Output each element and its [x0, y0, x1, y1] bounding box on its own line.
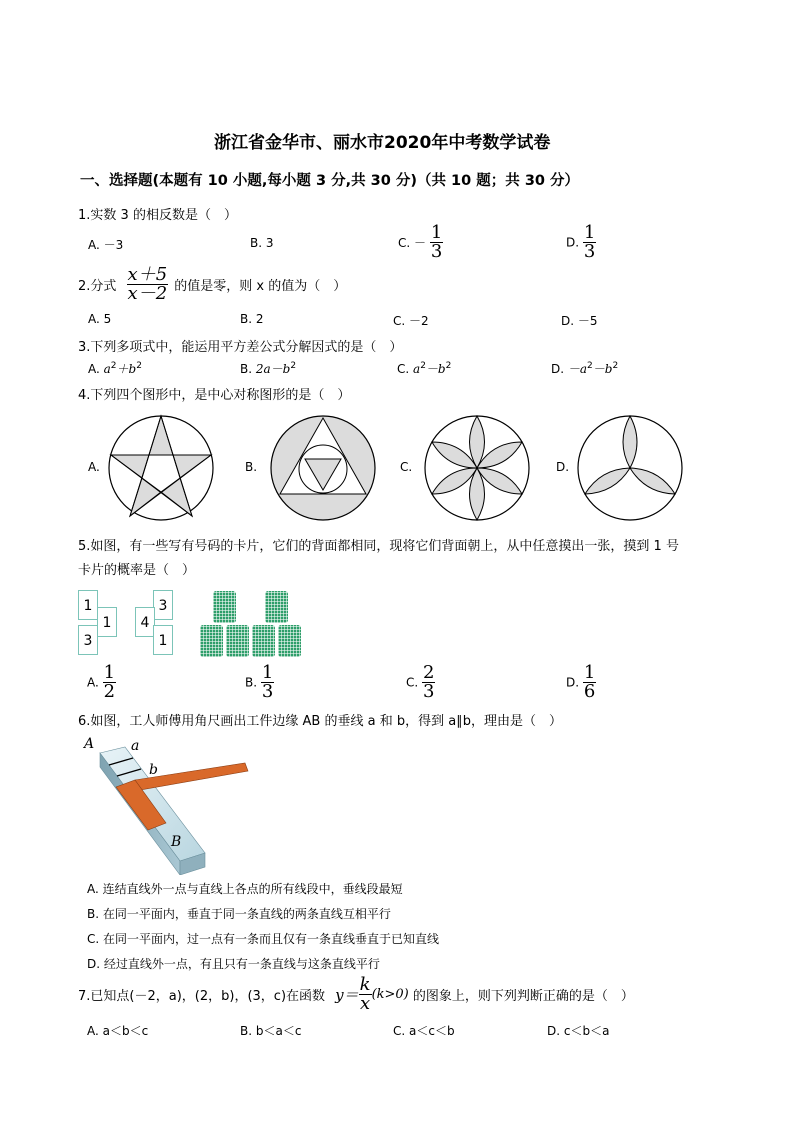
q5-a-numerator: 1 — [103, 662, 116, 683]
q7-option-d: D. c＜b＜a — [547, 1024, 610, 1038]
q3-d-expr: －a — [567, 362, 588, 376]
q5-b-denominator: 3 — [261, 681, 274, 702]
card-back — [226, 625, 249, 657]
q5-d-fraction — [583, 664, 596, 701]
q4-figure-c — [423, 414, 531, 522]
q6-option-a: A. 连结直线外一点与直线上各点的所有线段中，垂线段最短 — [87, 882, 403, 896]
question-3-stem: 3.下列多项式中，能运用平方差公式分解因式的是（ ） — [78, 340, 403, 355]
q1-option-d-prefix: D. — [566, 235, 580, 250]
q5-c-fraction — [422, 664, 435, 701]
q2-option-a: A. 5 — [88, 312, 112, 326]
q6-label-A: A — [84, 736, 95, 752]
number-card: 1 — [97, 607, 117, 637]
q3-a-exp1: 2 — [110, 361, 117, 371]
q1-option-b: B. 3 — [250, 236, 274, 250]
q1-option-c — [398, 224, 443, 261]
q6-label-a: a — [131, 738, 140, 754]
q1-option-d-fraction — [583, 224, 596, 261]
q2-denominator: x－2 — [127, 283, 168, 304]
q3-b-expr: 2a－b — [255, 362, 291, 376]
q7-func-denominator: x — [360, 993, 371, 1014]
q3-d-label: D. — [551, 362, 565, 376]
q6-option-c: C. 在同一平面内，过一点有一条而且仅有一条直线垂直于已知直线 — [87, 932, 440, 946]
q3-c-expr: a — [413, 362, 421, 376]
q3-option-a — [88, 360, 142, 377]
number-card: 1 — [153, 625, 173, 655]
q2-stem-prefix: 2.分式 — [78, 279, 117, 294]
q2-option-d: D. －5 — [561, 314, 598, 328]
q4-option-c: C. — [400, 460, 413, 474]
q5-b-fraction — [261, 664, 274, 701]
q6-label-b: b — [149, 762, 158, 778]
section-heading: 一、选择题(本题有 10 小题,每小题 3 分,共 30 分)（共 10 题；共 30 分） — [80, 173, 580, 189]
question-1-stem: 1.实数 3 的相反数是（ ） — [78, 208, 237, 223]
q3-a-rest: ＋b — [116, 362, 137, 376]
q7-func-fraction — [359, 976, 372, 1013]
q5-d-numerator: 1 — [583, 662, 596, 683]
card-back — [252, 625, 275, 657]
q1-option-d — [566, 224, 596, 261]
q3-c-exp1: 2 — [420, 361, 426, 371]
q4-option-a: A. — [88, 460, 100, 474]
q2-option-c: C. －2 — [393, 314, 429, 328]
q1-option-a: A. －3 — [88, 238, 124, 252]
question-2-stem — [78, 266, 346, 303]
q3-c-label: C. — [397, 362, 410, 376]
q2-stem-suffix: 的值是零，则 x 的值为（ ） — [174, 279, 347, 294]
q5-c-denominator: 3 — [423, 681, 435, 702]
q5-option-d — [566, 664, 596, 701]
number-card: 4 — [135, 607, 155, 637]
q3-c-rest: －b — [425, 362, 446, 376]
page-title: 浙江省金华市、丽水市2020年中考数学试卷 — [214, 133, 551, 153]
q4-option-b: B. — [245, 460, 258, 474]
card-back — [265, 591, 288, 623]
q1-d-numerator: 1 — [583, 222, 596, 243]
q3-option-d — [551, 360, 618, 377]
q7-func-y: y＝ — [335, 986, 359, 1004]
question-5-stem-line1: 5.如图，有一些写有号码的卡片，它们的背面都相同，现将它们背面朝上，从中任意摸出一张，摸到 1 号 — [78, 539, 679, 554]
q3-option-b — [240, 360, 296, 377]
q5-option-c — [406, 664, 435, 701]
q6-workpiece-figure — [80, 735, 260, 875]
q2-option-b: B. 2 — [240, 312, 264, 326]
q1-option-c-fraction — [430, 224, 443, 261]
question-4-stem: 4.下列四个图形中，是中心对称图形的是（ ） — [78, 388, 351, 403]
q4-figure-d — [576, 414, 684, 522]
q2-numerator: x＋5 — [127, 264, 168, 285]
number-card: 1 — [78, 590, 98, 620]
q2-fraction — [127, 266, 169, 303]
q1-d-denominator: 3 — [583, 241, 596, 262]
q5-a-denominator: 2 — [103, 681, 116, 702]
card-back — [200, 625, 223, 657]
number-card: 3 — [153, 590, 173, 620]
q3-c-exp2: 2 — [445, 361, 452, 371]
q3-d-exp1: 2 — [587, 361, 593, 371]
q1-option-c-prefix: C. － — [398, 236, 427, 250]
q5-a-fraction — [103, 664, 116, 701]
q5-a-label: A. — [87, 675, 99, 690]
q5-d-label: D. — [566, 675, 580, 690]
number-card: 3 — [78, 625, 98, 655]
card-back — [213, 591, 236, 623]
card-back — [278, 625, 301, 657]
q7-func-numerator: k — [359, 974, 371, 995]
q5-c-numerator: 2 — [423, 662, 435, 683]
q3-a-expr: a — [103, 362, 111, 376]
q3-a-exp2: 2 — [136, 361, 142, 371]
q3-option-c — [397, 360, 451, 377]
q3-b-label: B. — [240, 362, 253, 376]
q6-option-d: D. 经过直线外一点，有且只有一条直线与这条直线平行 — [87, 957, 380, 971]
q7-func-condition: (k>0) — [371, 987, 409, 1002]
q7-option-a: A. a＜b＜c — [87, 1024, 149, 1038]
q7-stem-suffix: 的图象上，则下列判断正确的是（ ） — [412, 989, 634, 1004]
q6-option-b: B. 在同一平面内，垂直于同一条直线的两条直线互相平行 — [87, 907, 391, 921]
q6-label-B: B — [171, 834, 182, 850]
question-5-stem-line2: 卡片的概率是（ ） — [78, 563, 196, 578]
q7-option-b: B. b＜a＜c — [240, 1024, 302, 1038]
q3-d-rest: －b — [592, 362, 613, 376]
q5-option-b — [245, 664, 274, 701]
q5-option-a — [87, 664, 116, 701]
q5-c-label: C. — [406, 675, 419, 690]
q7-option-c: C. a＜c＜b — [393, 1024, 455, 1038]
q4-option-d: D. — [556, 460, 570, 474]
question-6-stem: 6.如图，工人师傅用角尺画出工件边缘 AB 的垂线 a 和 b，得到 a∥b，理由是（ ） — [78, 714, 562, 729]
q7-stem-prefix: 7.已知点(－2，a)，(2，b)，(3，c)在函数 — [78, 989, 326, 1004]
q4-figure-a — [107, 414, 215, 522]
q5-d-denominator: 6 — [583, 681, 596, 702]
q5-b-label: B. — [245, 675, 258, 690]
q3-a-label: A. — [88, 362, 100, 376]
q5-b-numerator: 1 — [261, 662, 274, 683]
q1-c-numerator: 1 — [430, 222, 443, 243]
q4-figure-b — [269, 414, 377, 522]
q3-d-exp2: 2 — [612, 361, 619, 371]
q1-c-denominator: 3 — [430, 241, 443, 262]
question-7-stem — [78, 976, 634, 1013]
q3-b-exp: 2 — [290, 361, 297, 371]
